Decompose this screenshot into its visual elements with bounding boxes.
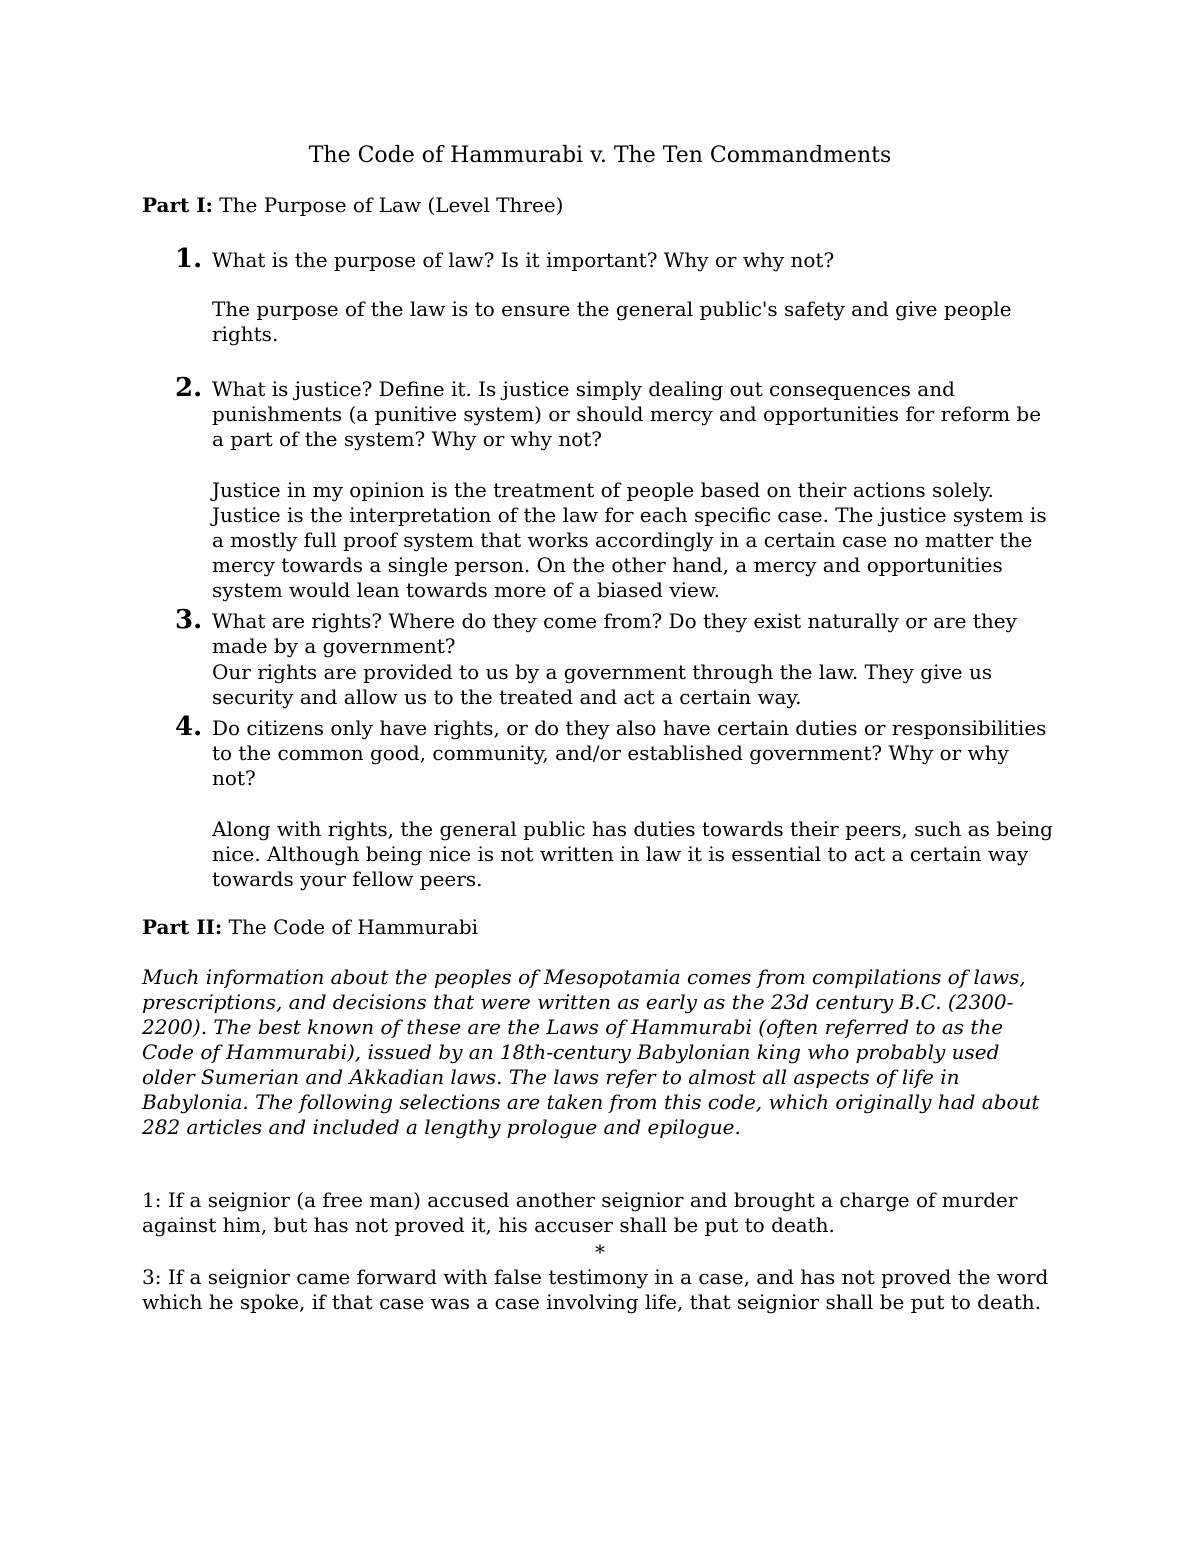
question-number: 1. — [175, 244, 203, 274]
answer-text-3: Our rights are provided to us by a government through the law. They give us security and allow us to the treated and act a certain way. — [212, 660, 993, 709]
answer-text-1: The purpose of the law is to ensure the general public's safety and give people rights. — [212, 297, 1012, 346]
question-text: What are rights? Where do they come from? Do they exist naturally or are they made by a government? — [212, 609, 1017, 658]
part-one-label: Part I: — [142, 193, 213, 217]
section-separator: * — [595, 1240, 605, 1264]
question-text: What is justice? Define it. Is justice simply dealing out consequences and punishments (a punitive system) or should mercy and opportunities for reform be a part of the system? Why or why not? — [212, 377, 1042, 451]
law-item-3: 3: If a seignior came forward with false testimony in a case, and has not proved the word which he spoke, if that case was a case involving life, that seignior shall be put to death. — [142, 1265, 1049, 1314]
question-text: What is the purpose of law? Is it important? Why or why not? — [212, 248, 835, 272]
part-two-heading — [142, 915, 478, 940]
part-one-title: The Purpose of Law (Level Three) — [212, 193, 564, 217]
law-item-1: 1: If a seignior (a free man) accused another seignior and brought a charge of murder against him, but has not proved it, his accuser shall be put to death. — [142, 1188, 1018, 1237]
question-text: Do citizens only have rights, or do they also have certain duties or responsibilities to the common good, community, and/or established government? Why or why not? — [212, 716, 1047, 790]
question-number: 4. — [175, 712, 203, 742]
part-two-title: The Code of Hammurabi — [222, 915, 479, 939]
part-two-intro: Much information about the peoples of Mesopotamia comes from compilations of laws, prescriptions, and decisions that were written as early as the 23d century B.C. (2300-2200). The best known of these are the Laws of Hammurabi (often referred to as the Code of Hammurabi), issued by an 18th-century Babylonian king who probably used older Sumerian and Akkadian laws. The laws refer to almost all aspects of life in Babylonia. The following selections are taken from this code, which originally had about 282 articles and included a lengthy prologue and epilogue. — [142, 965, 1040, 1139]
part-two-label: Part II: — [142, 915, 223, 939]
answer-text-4: Along with rights, the general public has duties towards their peers, such as being nice. Although being nice is not written in law it is essential to act a certain way towards your fellow peers. — [212, 817, 1053, 891]
document-title: The Code of Hammurabi v. The Ten Commandments — [308, 143, 892, 168]
question-number: 2. — [175, 373, 203, 403]
part-one-heading — [142, 193, 563, 218]
answer-text-2: Justice in my opinion is the treatment of people based on their actions solely. Justice is the interpretation of the law for each specific case. The justice system is a mostly full proof system that works accordingly in a certain case no matter the mercy towards a single person. On the other hand, a mercy and opportunities system would lean towards more of a biased view. — [212, 478, 1047, 602]
question-number: 3. — [175, 605, 203, 635]
